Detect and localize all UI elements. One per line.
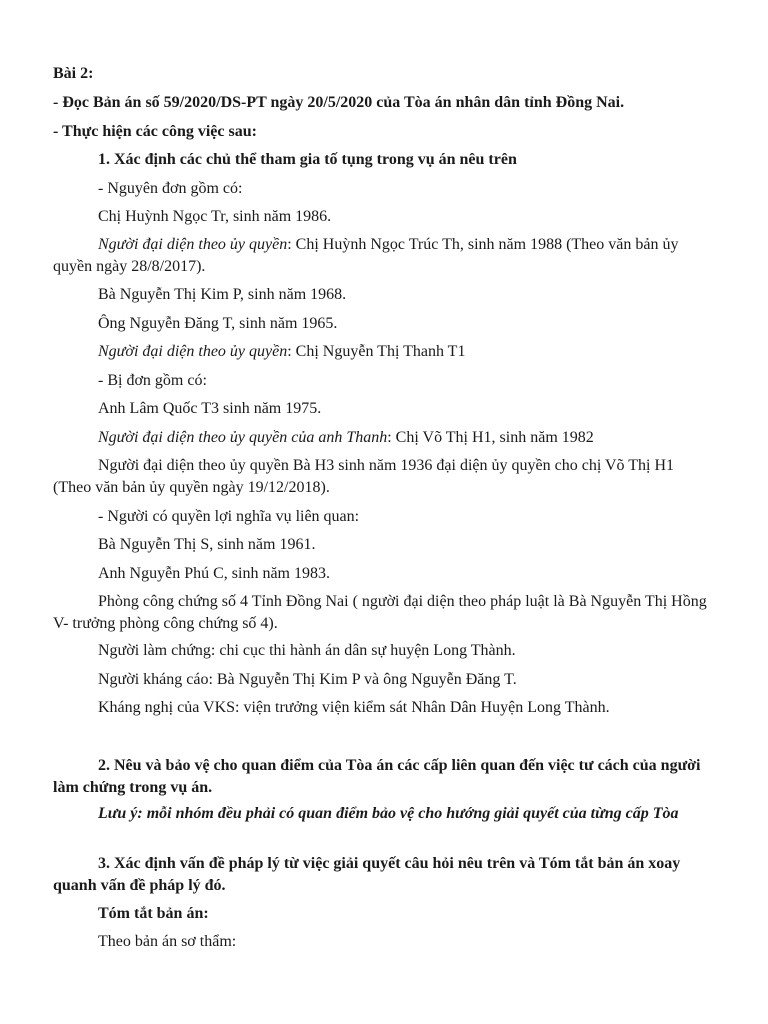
intro-line-1: - Đọc Bản án số 59/2020/DS-PT ngày 20/5/2020 của Tòa án nhân dân tỉnh Đồng Nai. [53,94,625,111]
task1-heading: 1. Xác định các chủ thể tham gia tố tụng trong vụ án nêu trên [98,151,517,168]
task2-note: Lưu ý: mỗi nhóm đều phải có quan điểm bảo vệ cho hướng giải quyết của từng cấp Tòa [98,805,679,822]
protest-line: Kháng nghị của VKS: viện trưởng viện kiểm sát Nhân Dân Huyện Long Thành. [98,699,610,716]
summary-label: Tóm tắt bản án: [98,905,209,922]
representative-1 [53,234,715,278]
appellant-line: Người kháng cáo: Bà Nguyễn Thị Kim P và ông Nguyễn Đăng T. [98,671,517,688]
representative-1-label: Người đại diện theo ủy quyền [98,236,288,253]
defendant-1: Anh Lâm Quốc T3 sinh năm 1975. [98,400,322,417]
representative-1-text: : Chị Huỳnh Ngọc Trúc Th, sinh năm 1988 (Theo văn bản ủy quyền ngày 28/8/2017). [53,236,679,275]
related-party-2: Anh Nguyễn Phú C, sinh năm 1983. [98,565,330,582]
document-title: Bài 2: [53,65,94,82]
plaintiff-1: Chị Huỳnh Ngọc Tr, sinh năm 1986. [98,208,332,225]
related-party-1: Bà Nguyễn Thị S, sinh năm 1961. [98,536,316,553]
representative-3-label: Người đại diện theo ủy quyền của anh Thanh [98,429,388,446]
related-party-3: Phòng công chứng số 4 Tỉnh Đồng Nai ( người đại diện theo pháp luật là Bà Nguyễn Thị Hồng V- trưởng phòng công chứng số 4). [53,593,707,632]
plaintiff-3: Ông Nguyễn Đăng T, sinh năm 1965. [98,315,338,332]
defendant-label: - Bị đơn gồm có: [98,372,207,389]
first-instance-label: Theo bản án sơ thẩm: [98,933,237,950]
representative-2-label: Người đại diện theo ủy quyền [98,343,288,360]
task2-heading: 2. Nêu và bảo vệ cho quan điểm của Tòa án các cấp liên quan đến việc tư cách của người làm chứng trong vụ án. [53,757,701,796]
task3-heading: 3. Xác định vấn đề pháp lý từ việc giải quyết câu hỏi nêu trên và Tóm tắt bản án xoay quanh vấn đề pháp lý đó. [53,855,681,894]
representative-3-text: : Chị Võ Thị H1, sinh năm 1982 [387,429,594,446]
intro-line-2: - Thực hiện các công việc sau: [53,123,257,140]
plaintiff-2: Bà Nguyễn Thị Kim P, sinh năm 1968. [98,286,347,303]
related-parties-label: - Người có quyền lợi nghĩa vụ liên quan: [98,508,360,525]
representative-3 [98,428,594,448]
representative-2 [98,342,465,362]
witness-line: Người làm chứng: chi cục thi hành án dân sự huyện Long Thành. [98,642,516,659]
representative-2-text: : Chị Nguyễn Thị Thanh T1 [287,343,466,360]
plaintiff-label: - Nguyên đơn gồm có: [98,180,243,197]
representative-4: Người đại diện theo ủy quyền Bà H3 sinh năm 1936 đại diện ủy quyền cho chị Võ Thị H1 (Theo văn bản ủy quyền ngày 19/12/2018). [53,457,675,496]
